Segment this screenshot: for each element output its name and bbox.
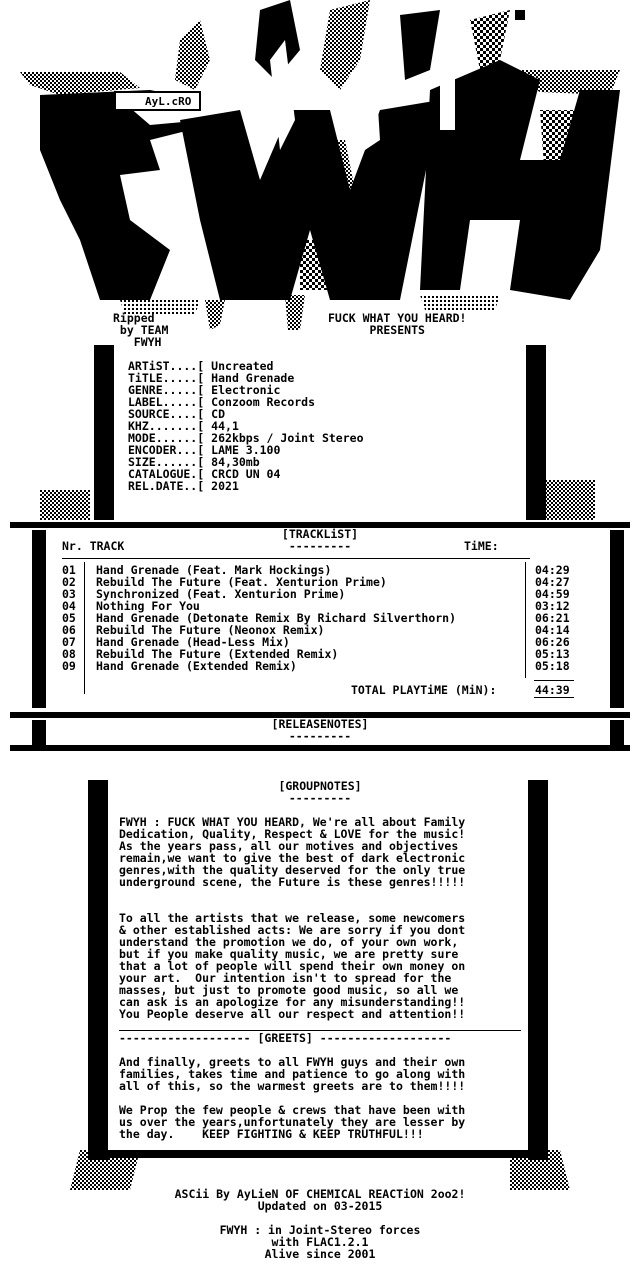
info-value: 84,30mb [211, 455, 260, 469]
footer-flac: with FLAC1.2.1 [271, 1235, 369, 1249]
tracklist-header-time: TiME: [464, 539, 499, 553]
footer-updated: Updated on 03-2015 [257, 1199, 383, 1213]
groupnotes-title: [GROUPNOTES] [278, 779, 362, 793]
footer-alive-since: Alive since 2001 [264, 1247, 376, 1261]
info-label: TiTLE.....[ [128, 371, 205, 385]
info-row [128, 480, 364, 492]
track-number: 01 [62, 563, 76, 577]
releasenotes-title: [RELEASENOTES] [271, 717, 369, 731]
tracklist-title: [TRACKLiST] [281, 527, 359, 541]
track-title: Rebuild The Future (Feat. Xenturion Prime) [96, 575, 387, 589]
track-number: 03 [62, 587, 76, 601]
track-title: Hand Grenade (Feat. Mark Hockings) [96, 563, 332, 577]
ascii-tag: AyL.cRO [145, 95, 192, 108]
groupnotes-paragraph-3: And finally, greets to all FWYH guys and their own families, takes time and patience to go along with all of this, so the warmest greets are to them!!!! [119, 1055, 466, 1093]
info-label: ENCODER...[ [128, 443, 205, 457]
total-rule [534, 680, 574, 681]
track-title: Hand Grenade (Extended Remix) [96, 659, 297, 673]
info-label: SOURCE....[ [128, 407, 205, 421]
track-title: Hand Grenade (Detonate Remix By Richard Silverthorn) [96, 611, 457, 625]
track-title: Rebuild The Future (Neonox Remix) [96, 623, 325, 637]
info-value: Electronic [211, 383, 281, 397]
releasenotes-underline: --------- [288, 729, 352, 743]
track-number: 02 [62, 575, 76, 589]
info-right-dither [545, 480, 595, 520]
track-number: 09 [62, 659, 76, 673]
info-label: LABEL.....[ [128, 395, 205, 409]
fwyh-logo-icon [0, 0, 640, 330]
info-value: CRCD UN 04 [211, 467, 281, 481]
track-time: 03:12 [535, 599, 570, 613]
releasenotes-bottom-bar [10, 745, 630, 751]
info-left-dither [40, 490, 90, 520]
track-number: 05 [62, 611, 76, 625]
info-value: Hand Grenade [211, 371, 295, 385]
track-row [62, 660, 574, 672]
bottom-art [40, 1150, 600, 1190]
tracklist-header-rule [62, 558, 530, 559]
info-label: SIZE......[ [128, 455, 205, 469]
track-time: 04:29 [535, 563, 570, 577]
total-playtime-value: 44:39 [535, 683, 570, 697]
total-rule-bottom [534, 697, 574, 698]
info-value: LAME 3.100 [211, 443, 281, 457]
total-playtime-label: TOTAL PLAYTiME (MiN): [351, 683, 497, 697]
track-number: 08 [62, 647, 76, 661]
track-time: 04:27 [535, 575, 570, 589]
groupnotes-paragraph-4: We Prop the few people & crews that have been with us over the years,unfortunately they are lesser by the day. KEEP FIGHTING & KEEP TRUTHFUL!!! [119, 1103, 466, 1141]
info-value: Conzoom Records [211, 395, 316, 409]
footer-joint-stereo: FWYH : in Joint-Stereo forces [219, 1223, 421, 1237]
track-time: 06:21 [535, 611, 570, 625]
track-title: Nothing For You [96, 599, 200, 613]
track-time: 05:13 [535, 647, 570, 661]
footer-ascii-credit: ASCii By AyLieN OF CHEMICAL REACTiON 2oo2! [174, 1187, 466, 1201]
info-label: ARTiST....[ [128, 359, 205, 373]
info-value: Uncreated [211, 359, 274, 373]
fwyh-logo-art [0, 0, 640, 330]
tracklist-header-nr-track: Nr. TRACK [62, 539, 125, 553]
track-time: 05:18 [535, 659, 570, 673]
track-number: 06 [62, 623, 76, 637]
track-title: Synchronized (Feat. Xenturion Prime) [96, 587, 346, 601]
track-list [62, 564, 574, 672]
info-value: CD [211, 407, 226, 421]
groupnotes-paragraph-2: To all the artists that we release, some newcomers & other established acts: We are sorry if you dont understand the promotion we do, of your own work, but if you make quality music, we are pretty sure that a lot of people will spend their own money on your art. Our intention isn't to spread for the masses, but just to promote good music, so all we can ask is an apologize for any misunderstanding!! You People deserve all our respect and attention!! [119, 911, 466, 1021]
track-number: 07 [62, 635, 76, 649]
info-value: 262kbps / Joint Stereo [211, 431, 364, 445]
info-label: MODE......[ [128, 431, 205, 445]
info-value: 44,1 [211, 419, 239, 433]
release-info [128, 360, 364, 492]
info-label: KHZ.......[ [128, 419, 205, 433]
ripped-by-text: Ripped by TEAM FWYH [113, 311, 169, 349]
track-title: Hand Grenade (Head-Less Mix) [96, 635, 290, 649]
track-time: 04:14 [535, 623, 570, 637]
track-time: 06:26 [535, 635, 570, 649]
info-value: 2021 [211, 479, 239, 493]
groupnotes-paragraph-1: FWYH : FUCK WHAT YOU HEARD, We're all about Family Dedication, Quality, Respect & LOVE for the music! As the years pass, all our motives and objectives remain,we want to give the best of dark electronic genres,with the quality deserved for the only true underground scene, the Future is these genres!!!!! [119, 815, 466, 889]
track-time: 04:59 [535, 587, 570, 601]
info-label: REL.DATE..[ [128, 479, 205, 493]
track-number: 04 [62, 599, 76, 613]
groupnotes-underline: --------- [288, 791, 352, 805]
greets-title: ------------------- [GREETS] ------------------- [119, 1031, 452, 1045]
presents-text: FUCK WHAT YOU HEARD! PRESENTS [328, 311, 467, 337]
track-title: Rebuild The Future (Extended Remix) [96, 647, 339, 661]
info-label: CATALOGUE.[ [128, 467, 205, 481]
tracklist-underline: --------- [288, 539, 352, 553]
info-label: GENRE.....[ [128, 383, 205, 397]
